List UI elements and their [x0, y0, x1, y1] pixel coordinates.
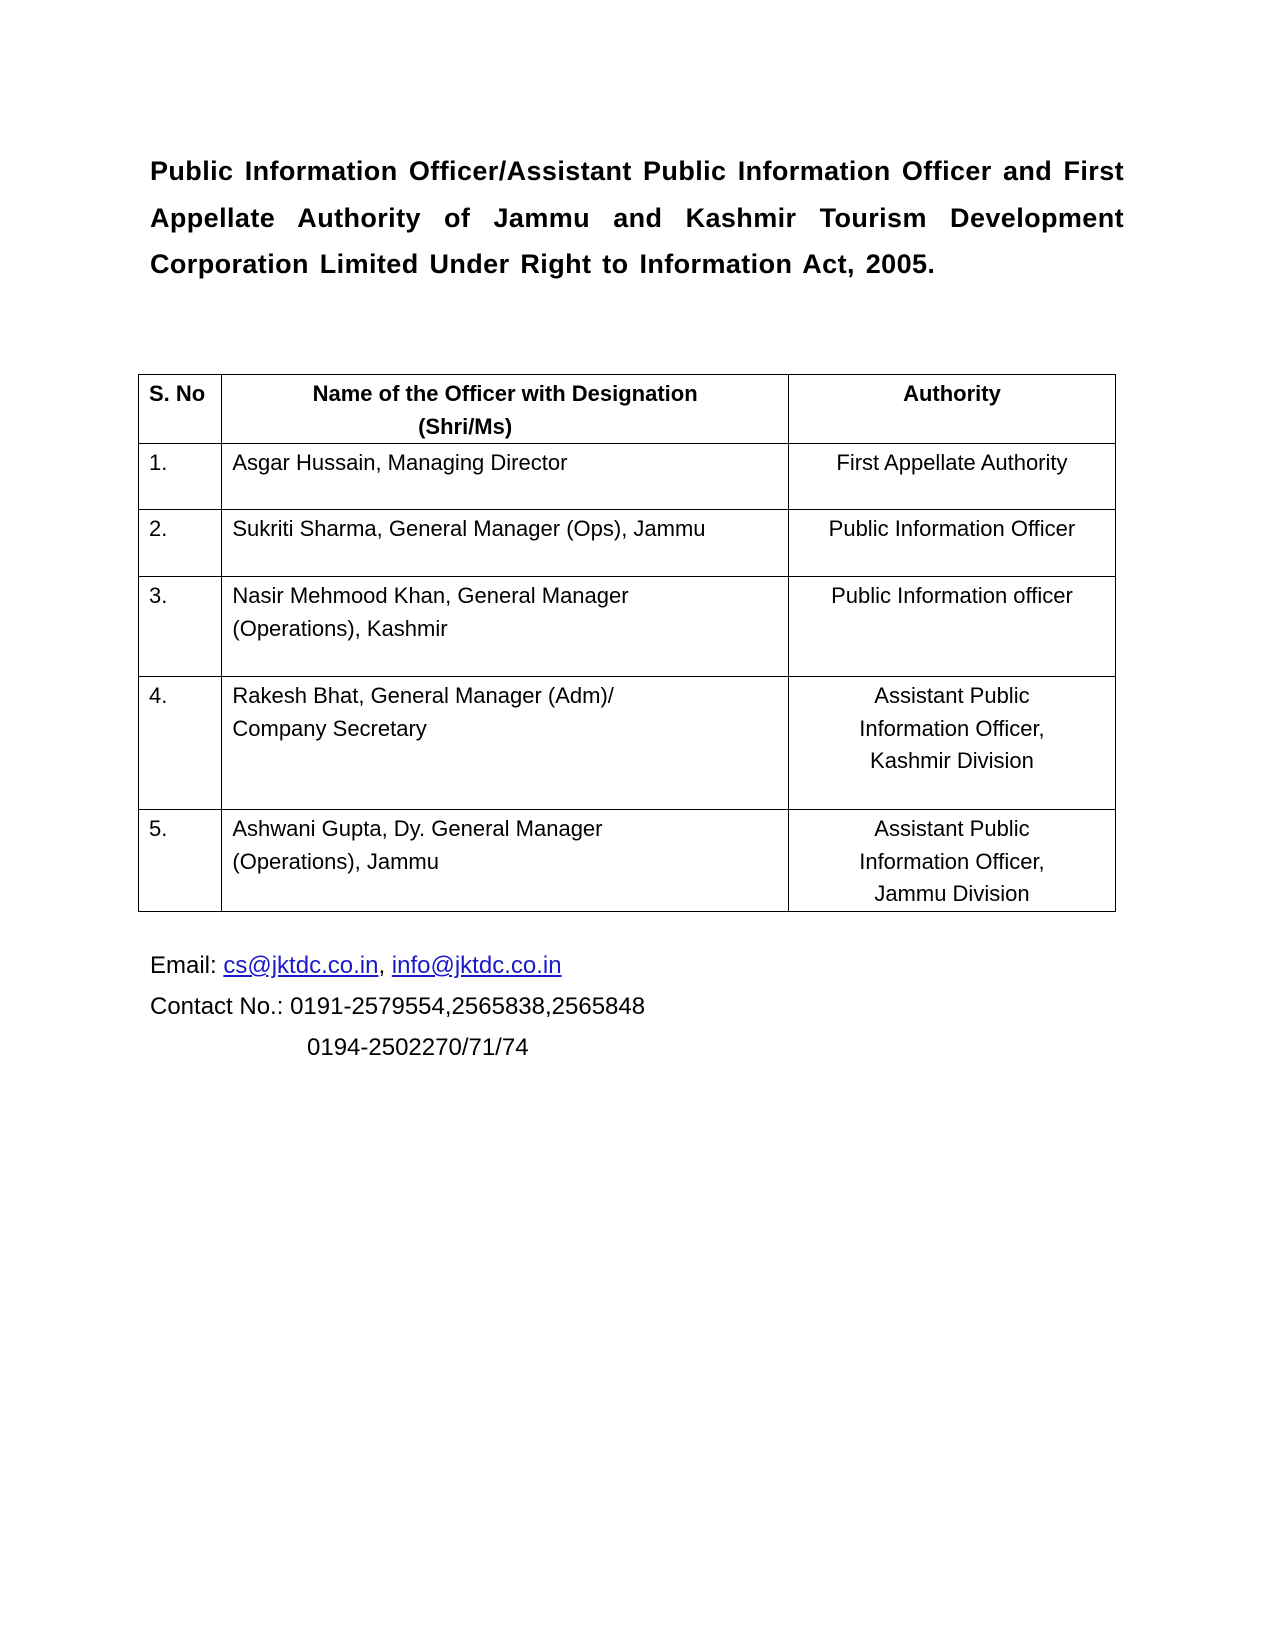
- row-authority-line: First Appellate Authority: [836, 450, 1068, 475]
- document-title: Public Information Officer/Assistant Public Information Officer and First Appellate Authority of Jammu and Kashmir Tourism Development Corporation Limited Under Right to Information Act, 2005.: [150, 156, 1124, 279]
- row-authority-line: Public Information Officer: [828, 516, 1076, 541]
- row-officer: [222, 577, 789, 677]
- table-row: [139, 810, 1116, 912]
- row-sno: 1.: [139, 444, 222, 510]
- row-authority: [788, 677, 1115, 810]
- row-sno: 4.: [139, 677, 222, 810]
- row-officer: [222, 810, 789, 912]
- phone-number-kashmir: 0194-2502270/71/74: [307, 1034, 529, 1061]
- row-officer-line: Nasir Mehmood Khan, General Manager: [232, 583, 629, 608]
- row-authority: [788, 810, 1115, 912]
- row-sno: 2.: [139, 510, 222, 577]
- row-authority-line: Information Officer,: [859, 848, 1045, 874]
- table-row: [139, 510, 1116, 577]
- row-sno: 5.: [139, 810, 222, 912]
- officers-table: [138, 374, 1116, 912]
- row-authority-line: Kashmir Division: [870, 748, 1034, 773]
- table-row: [139, 444, 1116, 510]
- table-header-row: [139, 375, 1116, 444]
- row-authority-line: Information Officer,: [859, 715, 1045, 741]
- row-officer-line: (Operations), Jammu: [232, 848, 439, 874]
- row-officer-line: Asgar Hussain, Managing Director: [232, 450, 568, 475]
- row-authority-line: Assistant Public: [874, 816, 1030, 841]
- row-officer-line: (Operations), Kashmir: [232, 615, 448, 641]
- phone-label: Contact No.:: [150, 993, 291, 1020]
- header-name-line2: (Shri/Ms): [418, 413, 513, 439]
- email-line: [150, 945, 645, 986]
- row-officer-line: Ashwani Gupta, Dy. General Manager: [232, 816, 603, 841]
- header-authority: Authority: [788, 375, 1115, 444]
- row-authority: [788, 444, 1115, 510]
- table-row: [139, 677, 1116, 810]
- row-sno: 3.: [139, 577, 222, 677]
- email-label: Email:: [150, 952, 224, 979]
- email-link-info[interactable]: info@jktdc.co.in: [391, 952, 562, 979]
- row-officer-line: Rakesh Bhat, General Manager (Adm)/: [232, 683, 614, 708]
- row-officer: [222, 677, 789, 810]
- row-authority-line: Jammu Division: [874, 881, 1030, 906]
- header-sno: S. No: [139, 375, 222, 444]
- phone-number-jammu: 0191-2579554,2565838,2565848: [290, 993, 646, 1020]
- header-name-line1: Name of the Officer with Designation: [312, 381, 698, 406]
- table-row: [139, 577, 1116, 677]
- email-separator: ,: [378, 952, 392, 979]
- row-authority: [788, 510, 1115, 577]
- row-authority-line: Assistant Public: [874, 683, 1030, 708]
- phone-line: [150, 986, 645, 1027]
- row-officer: [222, 444, 789, 510]
- row-officer: [222, 510, 789, 577]
- row-authority: [788, 577, 1115, 677]
- row-officer-line: Sukriti Sharma, General Manager (Ops), Jammu: [232, 516, 706, 541]
- row-authority-line: Public Information officer: [831, 583, 1073, 608]
- email-link-cs[interactable]: cs@jktdc.co.in: [223, 952, 379, 979]
- header-name: [222, 375, 789, 444]
- contact-block: [150, 945, 645, 1068]
- row-officer-line: Company Secretary: [232, 715, 427, 741]
